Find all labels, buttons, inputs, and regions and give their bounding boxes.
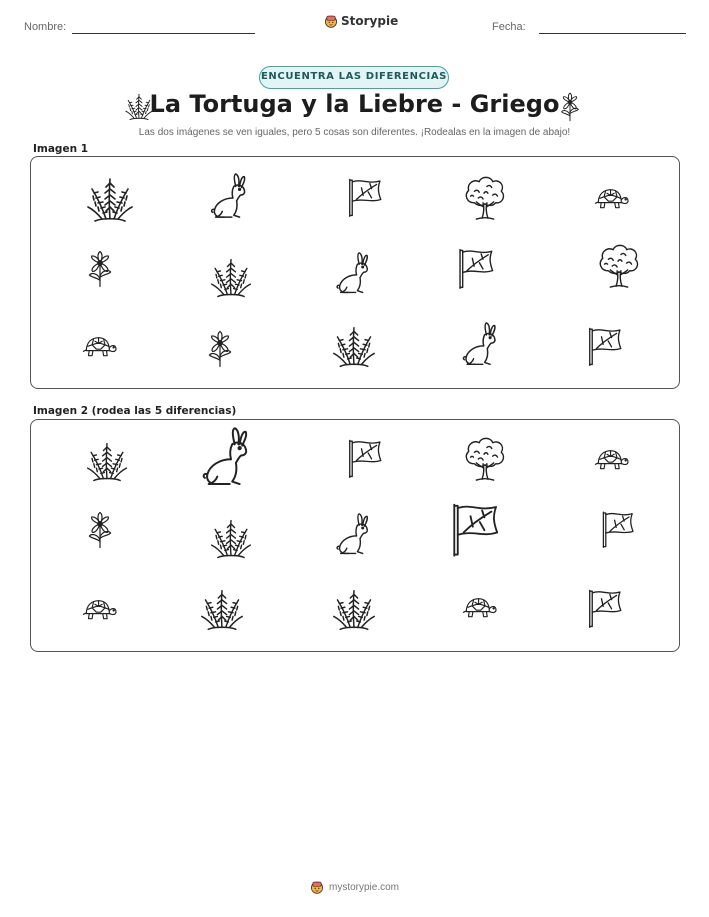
hare-icon[interactable] (195, 422, 257, 494)
name-field[interactable] (72, 33, 255, 34)
footer-url[interactable]: mystorypie.com (328, 881, 399, 893)
instructions: Las dos imágenes se ven iguales, pero 5 cosas son diferentes. ¡Rodealas en la imagen de abajo! (138, 127, 571, 138)
title-row (0, 90, 709, 126)
turtle-icon[interactable] (75, 329, 125, 365)
picture-panel-2 (30, 419, 680, 652)
plant-icon[interactable] (331, 586, 377, 634)
flag-icon[interactable] (445, 498, 503, 560)
storypie-logo-icon (310, 880, 324, 894)
hare-icon[interactable] (457, 319, 503, 371)
turtle-icon[interactable] (75, 592, 125, 628)
tree-icon[interactable] (595, 241, 643, 291)
panel-label-2: Imagen 2 (rodea las 5 diferencias) (33, 405, 237, 417)
flower-icon (555, 92, 585, 122)
plant-icon[interactable] (199, 586, 245, 634)
brand-name: Storypie (341, 14, 399, 28)
flag-icon[interactable] (453, 245, 497, 291)
plant-icon[interactable] (209, 516, 253, 562)
turtle-icon[interactable] (587, 442, 637, 478)
worksheet-header (0, 0, 709, 50)
footer (0, 880, 709, 894)
plant-icon[interactable] (209, 255, 253, 301)
tree-icon[interactable] (461, 173, 509, 223)
date-label: Fecha: (492, 21, 526, 33)
storypie-logo (324, 14, 398, 28)
panel-label-1: Imagen 1 (33, 143, 89, 155)
activity-badge: ENCUENTRA LAS DIFERENCIAS (259, 66, 449, 89)
flower-icon[interactable] (201, 325, 239, 373)
turtle-icon[interactable] (455, 590, 505, 626)
flag-icon[interactable] (343, 175, 385, 219)
plant-icon[interactable] (85, 438, 129, 486)
flag-icon[interactable] (583, 586, 625, 630)
plant-icon[interactable] (85, 175, 135, 225)
date-field[interactable] (539, 33, 686, 34)
plant-icon[interactable] (331, 323, 377, 371)
hare-icon[interactable] (205, 171, 253, 223)
plant-icon (124, 92, 154, 122)
hare-icon[interactable] (331, 510, 375, 560)
flag-icon[interactable] (583, 325, 625, 367)
flower-icon[interactable] (81, 245, 119, 293)
flag-icon[interactable] (343, 436, 385, 480)
hare-icon[interactable] (331, 249, 375, 299)
storypie-logo-icon (324, 14, 338, 28)
tree-icon[interactable] (461, 434, 509, 484)
flower-icon[interactable] (81, 506, 119, 554)
picture-panel-1 (30, 156, 680, 389)
turtle-icon[interactable] (587, 181, 637, 217)
page-title: La Tortuga y la Liebre - Griego (149, 90, 560, 118)
flag-icon[interactable] (597, 508, 637, 550)
name-label: Nombre: (24, 21, 67, 33)
